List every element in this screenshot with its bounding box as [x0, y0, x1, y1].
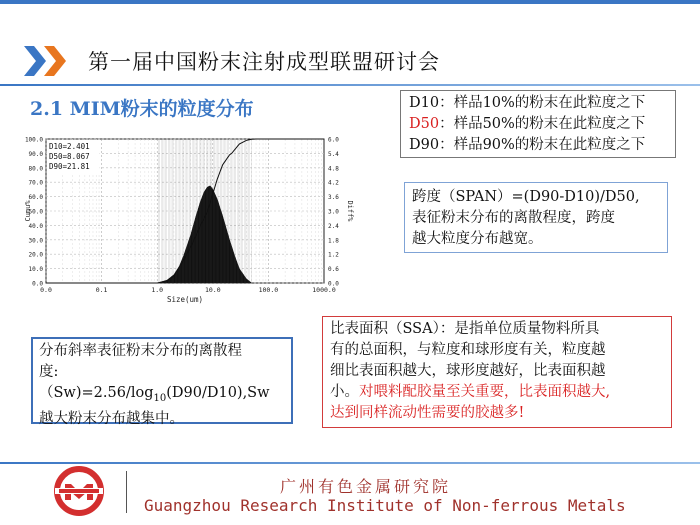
org-name-en: Guangzhou Research Institute of Non-ferrous Metals	[144, 496, 626, 515]
y-tick-label-left: 60.0	[28, 194, 43, 202]
ssa-line: 比表面积（SSA）：是指单位质量物料所具	[330, 321, 600, 337]
span-line: 越大粒度分布越宽。	[412, 231, 543, 247]
definitions-box	[400, 90, 676, 158]
org-name-cn: 广州有色金属研究院	[280, 477, 452, 496]
x-tick-label: 1000.0	[312, 286, 336, 294]
x-tick-label: 10.0	[204, 286, 221, 294]
chevron-right-icon	[24, 46, 46, 76]
y-tick-label-left: 70.0	[28, 179, 43, 187]
x-axis-label: Size(um)	[166, 295, 204, 304]
definition-d50: D50：样品50%的粉末在此粒度之下	[409, 116, 646, 132]
ssa-line: 有的总面积，与粒度和球形度有关，粒度越	[330, 342, 606, 358]
y-tick-label-left: 100.0	[24, 136, 43, 144]
x-tick-label: 100.0	[258, 286, 279, 294]
y-tick-label-left: 50.0	[28, 208, 43, 216]
ssa-box	[322, 316, 672, 428]
y-tick-label-left: 10.0	[28, 266, 43, 274]
y-tick-label-right: 1.8	[328, 237, 339, 245]
ssa-line: 细比表面积越大，球形度越好，比表面积越	[330, 363, 606, 379]
y-tick-label-right: 6.0	[328, 136, 339, 144]
x-tick-label: 0.0	[40, 286, 52, 294]
institute-logo	[51, 466, 107, 516]
section-title: 2.1 MIM粉末的粒度分布	[30, 98, 254, 120]
y-tick-label-right: 4.2	[328, 179, 339, 187]
y-tick-label-left: 30.0	[28, 237, 43, 245]
ssa-line: 达到同样流动性需要的胶越多!	[330, 405, 525, 421]
span-line: 跨度（SPAN）=(D90-D10)/D50,	[412, 189, 640, 205]
y-tick-label-left: 0.0	[32, 280, 43, 288]
slope-box	[31, 337, 293, 427]
y-tick-label-right: 0.0	[328, 280, 339, 288]
y-tick-label-right: 3.6	[328, 194, 339, 202]
y-tick-label-right: 3.0	[328, 208, 339, 216]
y-tick-label-left: 40.0	[28, 222, 43, 230]
y-tick-label-left: 90.0	[28, 150, 43, 158]
title-divider	[0, 84, 700, 86]
y-tick-label-left: 20.0	[28, 251, 43, 259]
y-tick-label-right: 5.4	[328, 150, 339, 158]
header-stripe	[0, 0, 700, 4]
y-tick-label-right: 0.6	[328, 266, 339, 274]
chevron-right-icon	[44, 46, 66, 76]
y-tick-label-right: 2.4	[328, 222, 339, 230]
page-title: 第一届中国粉末注射成型联盟研讨会	[88, 50, 440, 74]
footer-vertical-divider	[126, 471, 127, 513]
slope-line: 分布斜率表征粉末分布的离散程	[39, 343, 242, 359]
annotation-label: D50=8.067	[49, 152, 90, 161]
slope-formula: $(Sw)=2.56/\log_{10}(D90/D10),Sw$	[39, 385, 270, 404]
ssa-line: 小。对喂料配胶量至关重要，比表面积越大,	[330, 384, 611, 400]
span-box	[404, 182, 668, 253]
y-tick-label-right: 1.2	[328, 251, 339, 259]
footer-divider	[0, 462, 700, 464]
annotation-label: D10=2.401	[49, 142, 90, 151]
definition-d90: D90：样品90%的粉末在此粒度之下	[409, 137, 646, 153]
annotation-label: D90=21.81	[49, 162, 90, 171]
x-tick-label: 0.1	[95, 286, 108, 294]
particle-size-chart	[24, 133, 364, 305]
x-tick-label: 1.0	[151, 286, 164, 294]
y-tick-label-left: 80.0	[28, 165, 43, 173]
slope-line: 越大粉末分布越集中。	[39, 410, 184, 427]
span-line: 表征粉末分布的离散程度，跨度	[412, 210, 615, 226]
slope-line: 度:	[39, 364, 59, 380]
definition-d10: D10：样品10%的粉末在此粒度之下	[409, 95, 646, 111]
y-axis-label-right: Diff%	[346, 200, 354, 222]
y-tick-label-right: 4.8	[328, 165, 339, 173]
y-axis-label-left: Cumu%	[24, 200, 32, 222]
